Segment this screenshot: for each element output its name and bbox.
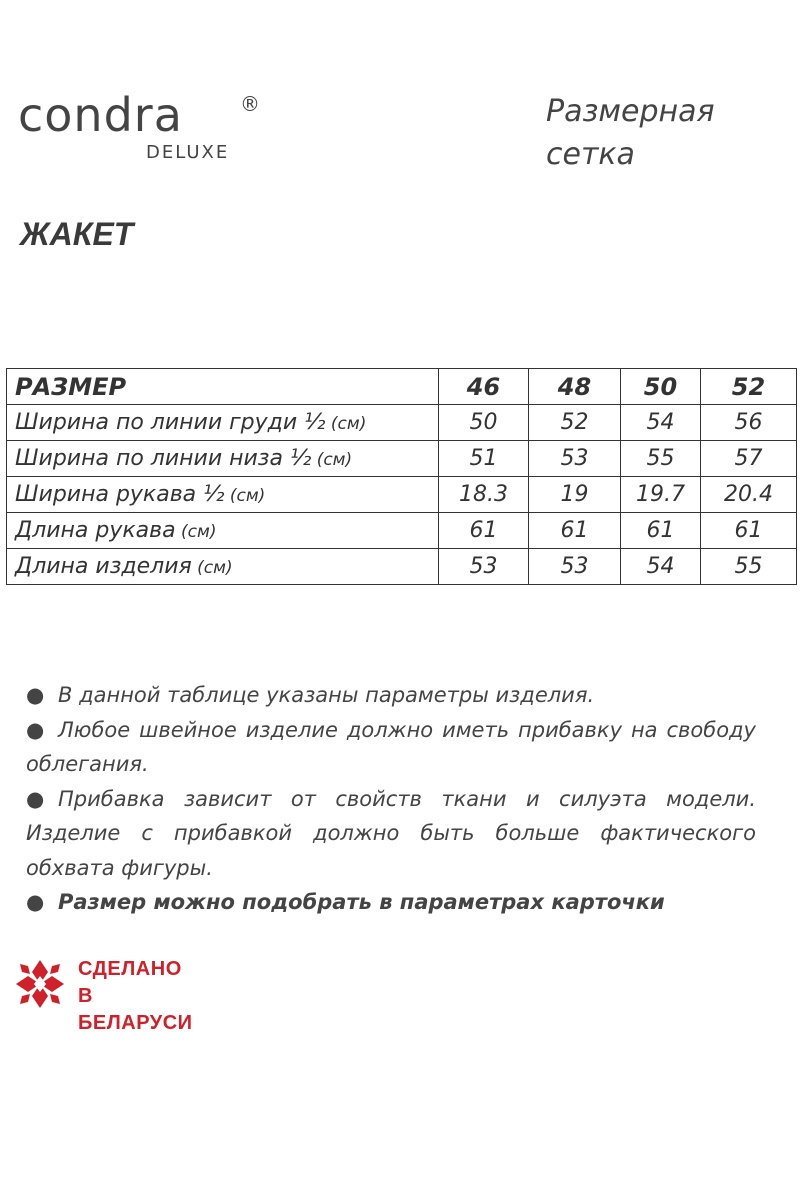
row-unit: (см) bbox=[325, 414, 367, 434]
value-cell: 19 bbox=[529, 477, 621, 513]
row-label-cell bbox=[7, 513, 439, 549]
bullet-icon: ● bbox=[26, 683, 45, 707]
size-header: 48 bbox=[529, 369, 621, 405]
value-cell: 55 bbox=[701, 549, 797, 585]
brand-subtitle: DELUXE bbox=[146, 142, 230, 163]
table-row bbox=[7, 477, 797, 513]
note-item bbox=[26, 713, 756, 782]
size-table bbox=[6, 368, 797, 585]
value-cell: 57 bbox=[701, 441, 797, 477]
brand-name: condra bbox=[18, 88, 183, 142]
row-label-cell bbox=[7, 477, 439, 513]
value-cell: 61 bbox=[621, 513, 701, 549]
size-header: 46 bbox=[439, 369, 529, 405]
table-row bbox=[7, 441, 797, 477]
made-in-line2: В БЕЛАРУСИ bbox=[78, 985, 193, 1034]
row-label: Длина изделия bbox=[15, 554, 192, 579]
registered-mark: ® bbox=[240, 92, 260, 116]
bullet-icon: ● bbox=[26, 717, 45, 742]
row-unit: (см) bbox=[191, 558, 233, 578]
made-in-line1: СДЕЛАНО bbox=[78, 958, 182, 980]
table-row bbox=[7, 549, 797, 585]
value-cell: 18.3 bbox=[439, 477, 529, 513]
value-cell: 56 bbox=[701, 405, 797, 441]
belarus-ornament-icon bbox=[8, 954, 72, 1014]
row-unit: (см) bbox=[175, 522, 217, 542]
value-cell: 54 bbox=[621, 405, 701, 441]
note-text: Любое швейное изделие должно иметь прибавку на свободу облегания. bbox=[26, 717, 756, 776]
notes-list bbox=[26, 678, 756, 920]
size-header-label: РАЗМЕР bbox=[7, 369, 439, 405]
made-in-belarus-badge bbox=[8, 954, 208, 1034]
row-label-cell bbox=[7, 441, 439, 477]
value-cell: 52 bbox=[529, 405, 621, 441]
note-item bbox=[26, 782, 756, 886]
size-header: 52 bbox=[701, 369, 797, 405]
row-label: Ширина по линии груди ½ bbox=[15, 410, 326, 435]
row-unit: (см) bbox=[311, 450, 353, 470]
value-cell: 20.4 bbox=[701, 477, 797, 513]
bullet-icon: ● bbox=[26, 786, 45, 811]
note-text: Размер можно подобрать в параметрах карточки bbox=[58, 890, 665, 914]
value-cell: 51 bbox=[439, 441, 529, 477]
value-cell: 50 bbox=[439, 405, 529, 441]
brand-logo bbox=[18, 88, 268, 172]
row-label-cell bbox=[7, 549, 439, 585]
note-text: Прибавка зависит от свойств ткани и силуэта модели. Изделие с прибавкой должно быть больше фактического обхвата фигуры. bbox=[26, 786, 756, 880]
document-title: Размерная сетка bbox=[546, 94, 715, 172]
value-cell: 53 bbox=[529, 549, 621, 585]
value-cell: 55 bbox=[621, 441, 701, 477]
row-label: Ширина рукава ½ bbox=[15, 482, 225, 507]
size-header: 50 bbox=[621, 369, 701, 405]
product-type: ЖАКЕТ bbox=[20, 216, 134, 252]
row-unit: (см) bbox=[224, 486, 266, 506]
value-cell: 61 bbox=[439, 513, 529, 549]
table-row bbox=[7, 405, 797, 441]
table-row bbox=[7, 513, 797, 549]
note-text: В данной таблице указаны параметры изделия. bbox=[58, 683, 595, 707]
value-cell: 53 bbox=[529, 441, 621, 477]
row-label: Ширина по линии низа ½ bbox=[15, 446, 312, 471]
value-cell: 54 bbox=[621, 549, 701, 585]
row-label-cell bbox=[7, 405, 439, 441]
bullet-icon: ● bbox=[26, 890, 45, 914]
value-cell: 61 bbox=[529, 513, 621, 549]
note-item bbox=[26, 885, 756, 920]
note-item bbox=[26, 678, 756, 713]
value-cell: 19.7 bbox=[621, 477, 701, 513]
value-cell: 53 bbox=[439, 549, 529, 585]
made-in-text bbox=[78, 956, 208, 1037]
row-label: Длина рукава bbox=[15, 518, 176, 543]
table-header-row bbox=[7, 369, 797, 405]
value-cell: 61 bbox=[701, 513, 797, 549]
